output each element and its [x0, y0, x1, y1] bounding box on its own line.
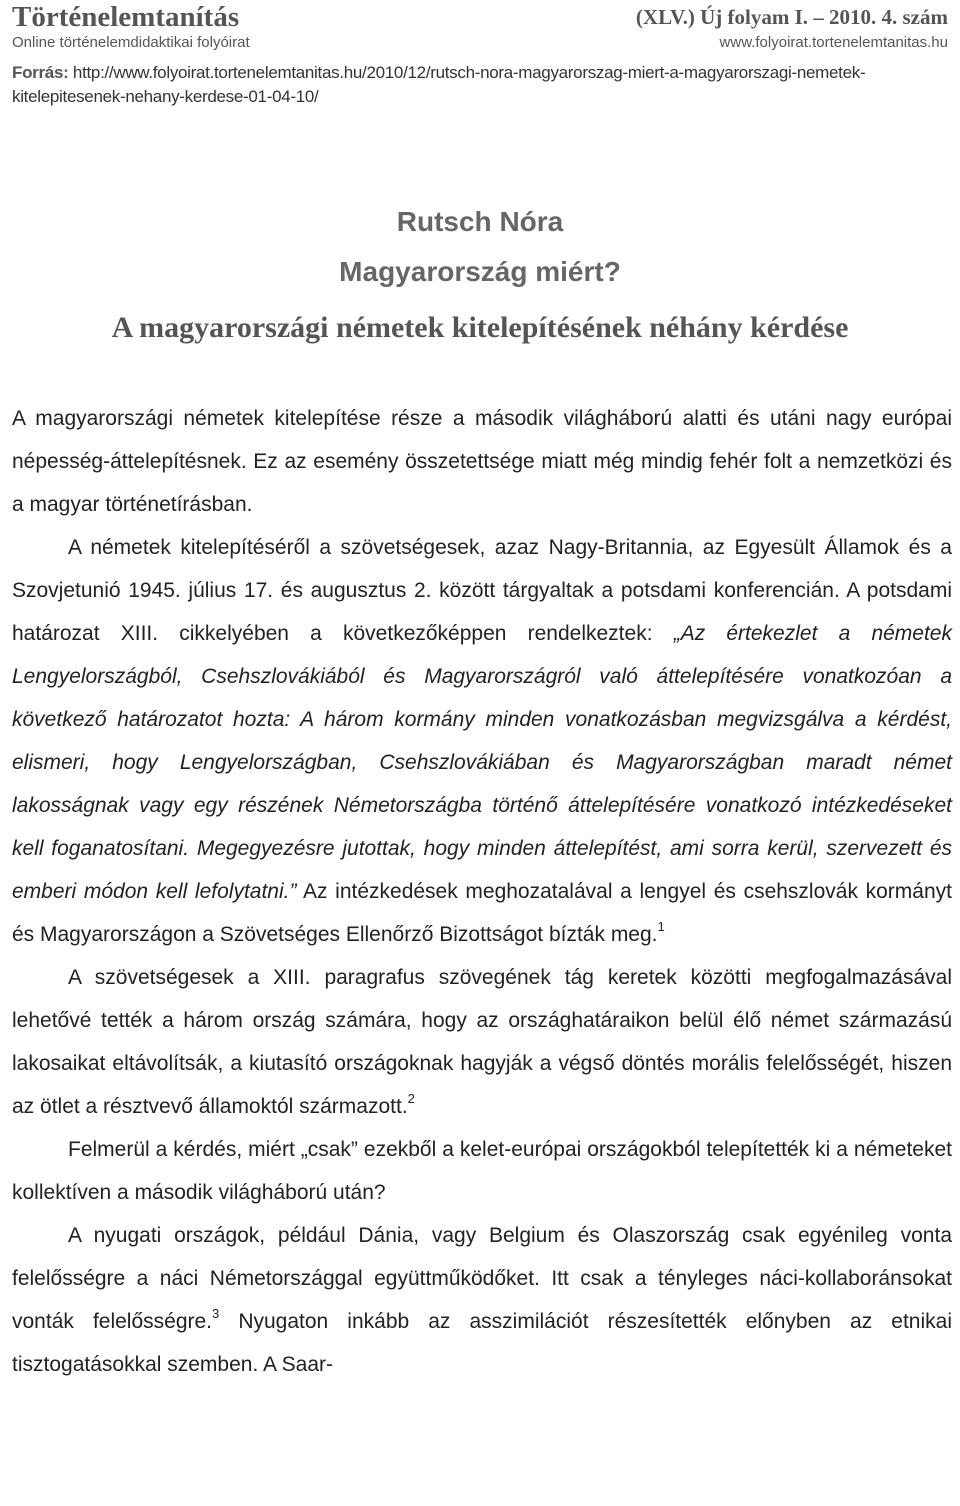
header-top-row [12, 0, 948, 33]
article-author: Rutsch Nóra [396, 206, 564, 237]
header-bottom-row [12, 33, 948, 53]
article-title: Magyarország miért? [339, 256, 621, 287]
paragraph-5-text: A nyugati országok, például Dánia, vagy Belgium és Olaszország csak egyénileg vonta felelősségre a náci Németországgal együttműködőket. Itt csak a tényleges náci-kollaboránsokat vonták felelősségre. [12, 1224, 952, 1333]
paragraph-2-end: Az intézkedések meghozatalával a lengyel és csehszlovák kormányt és Magyarországon a Szövetséges Ellenőrző Bizottságot bízták meg. [12, 880, 952, 946]
paragraph-3-text: A szövetségesek a XIII. paragrafus szövegének tág keretek közötti megfogalmazásával lehetővé tették a három ország számára, hogy az országhatáraikon belül élő német származású lakosaikat eltávolítsák, a kiutasító országoknak hagyják a végső döntés morális felelősségét, hiszen az ötlet a résztvevő államoktól származott. [12, 966, 952, 1118]
footnote-ref-3[interactable]: 3 [212, 1306, 220, 1321]
paragraph-1: A magyarországi németek kitelepítése része a második világháború alatti és utáni nagy európai népesség-áttelepítésnek. Ez az esemény összetettsége miatt még mindig fehér folt a nemzetközi és a magyar történetírásban. [12, 407, 952, 516]
footnote-ref-2[interactable]: 2 [407, 1091, 415, 1106]
paragraph-3 [12, 956, 952, 1128]
journal-subtitle: Online történelemdidaktikai folyóirat [12, 34, 250, 51]
footnote-ref-1[interactable]: 1 [657, 919, 665, 934]
potsdam-quote: „Az értekezlet a németek Lengyelországból, Csehszlovákiából és Magyarországról való áttelepítésére vonatkozóan a következő határozatot hozta: A három kormány minden vonatkozásban megvizsgálva a kérdést, elismeri, hogy Lengyelországban, Csehszlovákiában és Magyarországban maradt német lakosságnak vagy egy részének Németországba történő áttelepítésére vonatkozó intézkedéseket kell foganatosítani. Megegyezésre jutottak, hogy minden áttelepítést, ami sorra kerül, szervezett és emberi módon kell lefolytatni.” [12, 622, 952, 903]
paragraph-5-end: Nyugaton inkább az asszimilációt részesítették előnyben az etnikai tisztogatásokkal szemben. A Saar- [12, 1310, 952, 1376]
source-url[interactable]: http://www.folyoirat.tortenelemtanitas.hu/2010/12/rutsch-nora-magyarorszag-miert-a-magyarorszagi-nemetek-kitelepitesenek-nehany-kerdese-01-04-10/ [12, 63, 866, 106]
page-header [12, 0, 948, 109]
journal-title: Történelemtanítás [12, 1, 240, 33]
paragraph-2-text: A németek kitelepítéséről a szövetségesek, azaz Nagy-Britannia, az Egyesült Államok és a Szovjetunió 1945. július 17. és augusztus 2. között tárgyaltak a potsdami konferencián. A potsdami határozat XIII. cikkelyében a következőképpen rendelkeztek: [12, 536, 952, 645]
issue-number: (XLV.) Új folyam I. – 2010. 4. szám [635, 5, 948, 29]
paragraph-4: Felmerül a kérdés, miért „csak” ezekből a kelet-európai országokból telepítették ki a németeket kollektíven a második világháború után? [12, 1138, 952, 1204]
site-url[interactable]: www.folyoirat.tortenelemtanitas.hu [719, 34, 948, 51]
paragraph-2 [12, 526, 952, 956]
source-line [12, 61, 948, 109]
article-body [12, 397, 952, 1386]
paragraph-5 [12, 1214, 952, 1386]
source-label: Forrás: [12, 63, 69, 82]
article-subtitle: A magyarországi németek kitelepítésének néhány kérdése [111, 311, 849, 344]
